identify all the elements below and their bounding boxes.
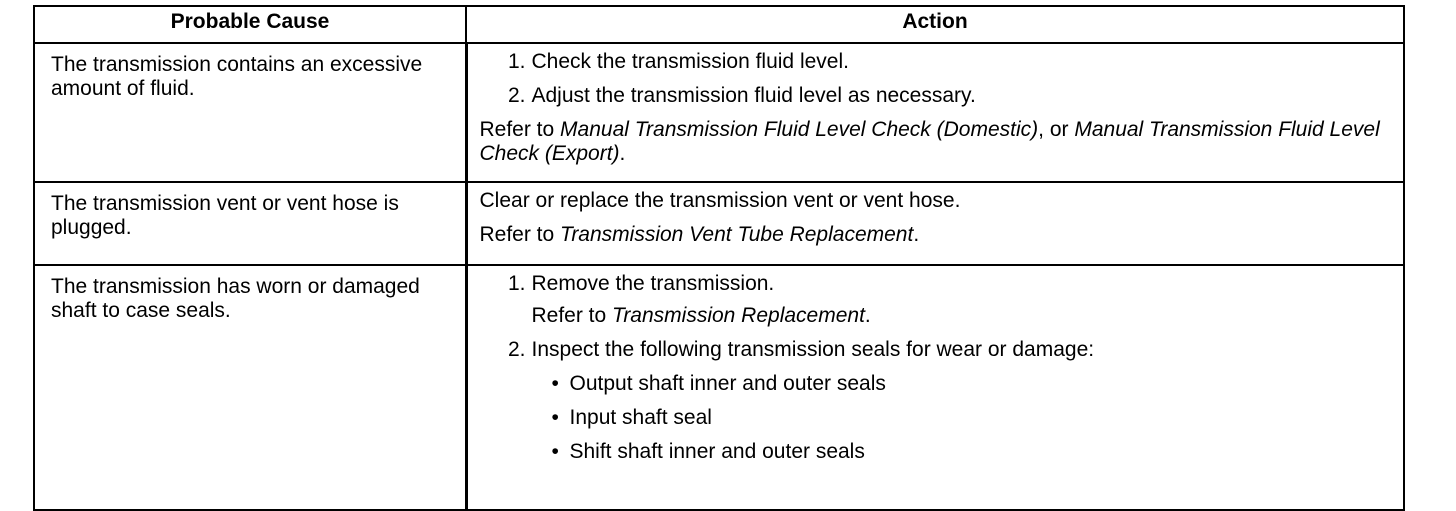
refer-suffix: . xyxy=(913,223,920,246)
refer-link-transmission-replacement[interactable]: Transmission Replacement xyxy=(612,304,865,327)
action-step xyxy=(480,338,1394,362)
table-row xyxy=(34,182,1404,265)
refer-prefix: Refer to xyxy=(531,304,613,327)
header-probable-cause: Probable Cause xyxy=(34,6,466,43)
step-text: Check the transmission fluid level. xyxy=(531,50,849,73)
refer-suffix: . xyxy=(864,304,871,327)
refer-link-domestic[interactable]: Manual Transmission Fluid Level Check (Domestic) xyxy=(560,118,1039,141)
step-text: Inspect the following transmission seals for wear or damage: xyxy=(531,338,1095,361)
step-number: 2. xyxy=(507,338,526,361)
cause-cell: The transmission contains an excessive amount of fluid. xyxy=(34,43,466,182)
list-item xyxy=(552,372,1394,396)
refer-link-export[interactable]: Manual Transmission Fluid Level Check (Export) xyxy=(479,118,1380,165)
action-step xyxy=(480,272,1394,296)
bullet-icon: • xyxy=(551,440,559,463)
action-cell xyxy=(466,43,1404,182)
step-number: 1. xyxy=(507,272,526,295)
bullet-icon: • xyxy=(551,372,559,395)
step-text: Remove the transmission. xyxy=(531,272,775,295)
table-row xyxy=(34,265,1404,510)
action-step xyxy=(480,84,1394,108)
cause-cell: The transmission vent or vent hose is plugged. xyxy=(34,182,466,265)
refer-prefix: Refer to xyxy=(479,223,561,246)
list-item-text: Output shaft inner and outer seals xyxy=(569,372,886,395)
action-step xyxy=(480,50,1394,74)
refer-middle: , or xyxy=(1038,118,1075,141)
seal-list xyxy=(480,372,1394,464)
bullet-icon: • xyxy=(551,406,559,429)
refer-prefix: Refer to xyxy=(479,118,561,141)
cause-cell: The transmission has worn or damaged shaft to case seals. xyxy=(34,265,466,510)
step-number: 1. xyxy=(507,50,526,73)
diagnostic-table xyxy=(33,5,1405,511)
list-item-text: Input shaft seal xyxy=(569,406,712,429)
header-action: Action xyxy=(466,6,1404,43)
refer-suffix: . xyxy=(619,142,626,165)
list-item-text: Shift shaft inner and outer seals xyxy=(569,440,865,463)
list-item xyxy=(552,406,1394,430)
refer-note xyxy=(480,304,1394,328)
action-cell xyxy=(466,265,1404,510)
list-item xyxy=(552,440,1394,464)
step-number: 2. xyxy=(507,84,526,107)
refer-link-vent-tube[interactable]: Transmission Vent Tube Replacement xyxy=(560,223,914,246)
action-cell xyxy=(466,182,1404,265)
refer-note xyxy=(480,118,1394,166)
refer-note xyxy=(480,223,1394,247)
table-row xyxy=(34,43,1404,182)
table-header-row xyxy=(34,6,1404,43)
step-text: Adjust the transmission fluid level as necessary. xyxy=(531,84,976,107)
action-text: Clear or replace the transmission vent or vent hose. xyxy=(479,189,961,212)
